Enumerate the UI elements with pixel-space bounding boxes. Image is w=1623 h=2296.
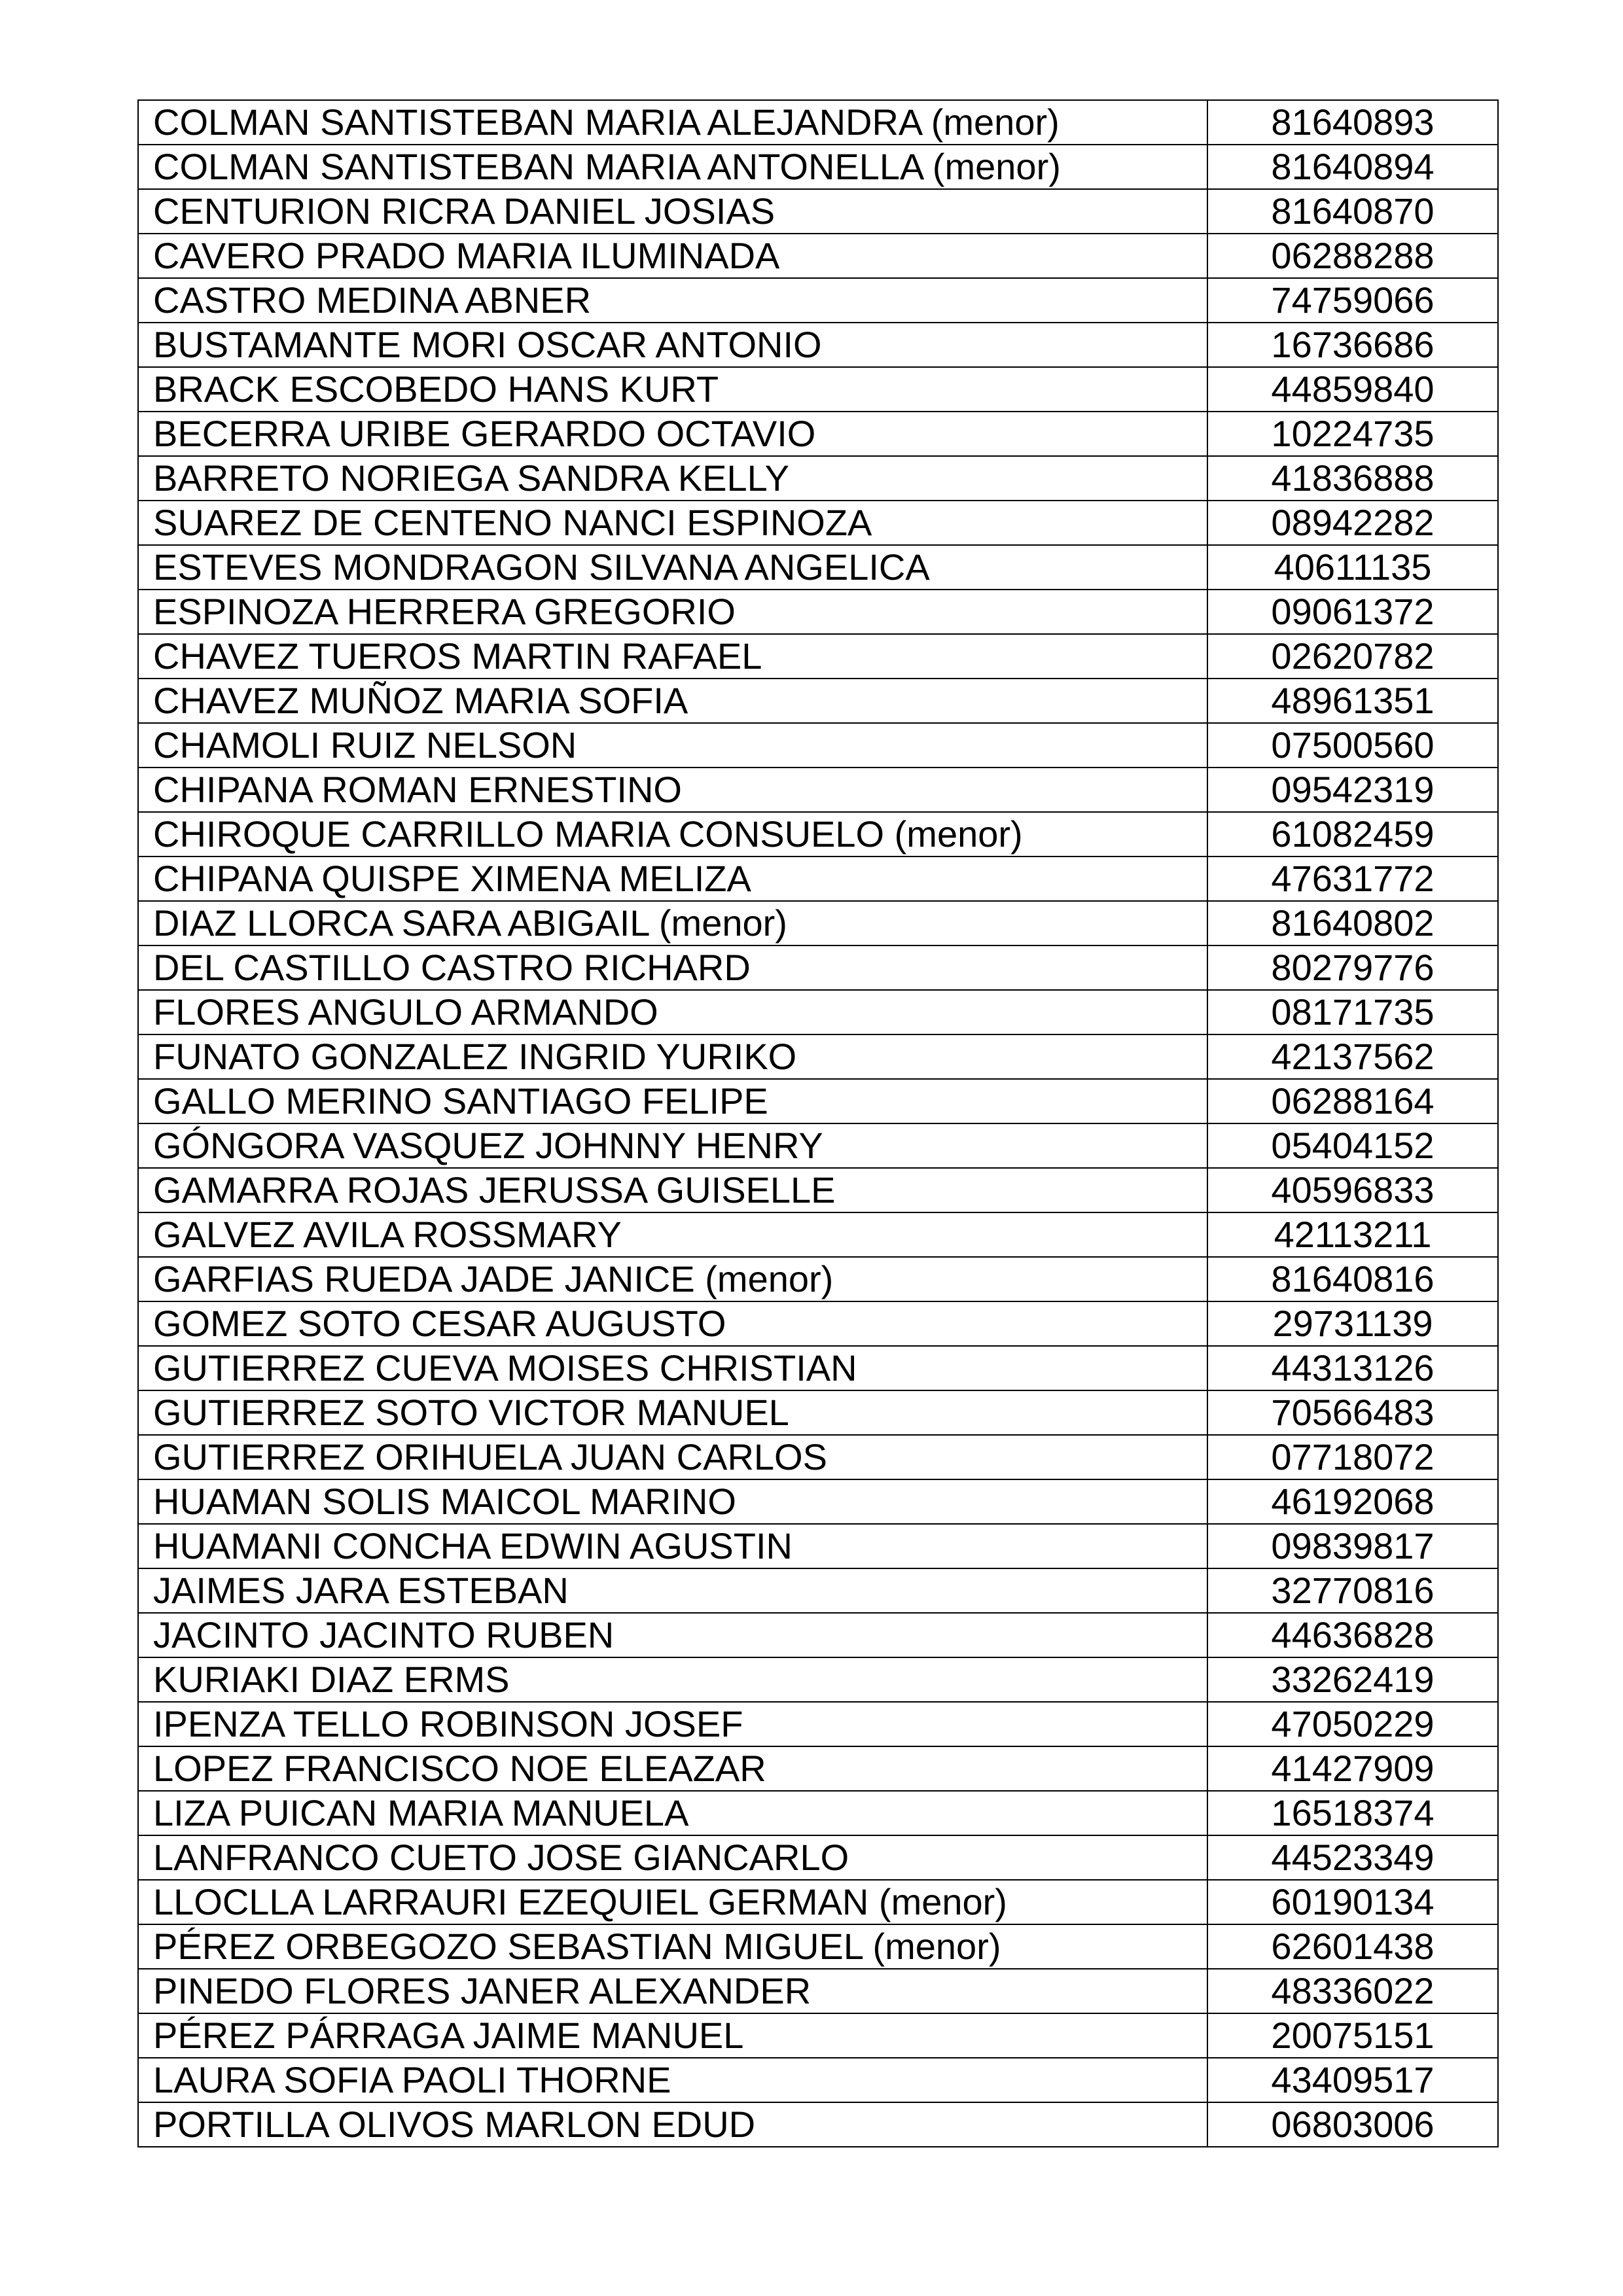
table-row: [138, 412, 1498, 456]
name-cell: HUAMANI CONCHA EDWIN AGUSTIN: [138, 1524, 1207, 1568]
id-cell: 47050229: [1207, 1702, 1498, 1746]
table-row: [138, 1257, 1498, 1301]
table-row: [138, 1346, 1498, 1390]
id-cell: 81640894: [1207, 145, 1498, 189]
id-cell: 48961351: [1207, 679, 1498, 723]
name-cell: COLMAN SANTISTEBAN MARIA ANTONELLA (menor): [138, 145, 1207, 189]
name-cell: CHAVEZ TUEROS MARTIN RAFAEL: [138, 634, 1207, 679]
name-cell: GALLO MERINO SANTIAGO FELIPE: [138, 1079, 1207, 1123]
table-row: [138, 590, 1498, 634]
table-row: [138, 1034, 1498, 1079]
id-cell: 47631772: [1207, 857, 1498, 901]
name-cell: CHIPANA QUISPE XIMENA MELIZA: [138, 857, 1207, 901]
name-cell: JACINTO JACINTO RUBEN: [138, 1613, 1207, 1657]
id-cell: 44636828: [1207, 1613, 1498, 1657]
table-row: [138, 1479, 1498, 1524]
table-row: [138, 367, 1498, 412]
id-cell: 08942282: [1207, 501, 1498, 545]
table-row: [138, 278, 1498, 323]
name-cell: GÓNGORA VASQUEZ JOHNNY HENRY: [138, 1123, 1207, 1168]
name-cell: GUTIERREZ CUEVA MOISES CHRISTIAN: [138, 1346, 1207, 1390]
table-row: [138, 679, 1498, 723]
name-cell: BUSTAMANTE MORI OSCAR ANTONIO: [138, 323, 1207, 367]
id-cell: 29731139: [1207, 1301, 1498, 1346]
table-row: [138, 1390, 1498, 1435]
id-cell: 06288164: [1207, 1079, 1498, 1123]
id-cell: 42113211: [1207, 1212, 1498, 1257]
id-cell: 33262419: [1207, 1657, 1498, 1702]
table-row: [138, 990, 1498, 1034]
table-row: [138, 2102, 1498, 2147]
id-cell: 20075151: [1207, 2013, 1498, 2058]
name-cell: CHAMOLI RUIZ NELSON: [138, 723, 1207, 768]
id-cell: 07718072: [1207, 1435, 1498, 1479]
name-cell: PÉREZ PÁRRAGA JAIME MANUEL: [138, 2013, 1207, 2058]
name-cell: BRACK ESCOBEDO HANS KURT: [138, 367, 1207, 412]
table-row: [138, 945, 1498, 990]
name-cell: PÉREZ ORBEGOZO SEBASTIAN MIGUEL (menor): [138, 1924, 1207, 1969]
id-cell: 60190134: [1207, 1880, 1498, 1924]
name-cell: ESPINOZA HERRERA GREGORIO: [138, 590, 1207, 634]
id-cell: 40611135: [1207, 545, 1498, 590]
name-cell: DIAZ LLORCA SARA ABIGAIL (menor): [138, 901, 1207, 945]
table-row: [138, 189, 1498, 234]
id-cell: 40596833: [1207, 1168, 1498, 1212]
id-cell: 61082459: [1207, 812, 1498, 857]
table-row: [138, 1969, 1498, 2013]
id-cell: 16736686: [1207, 323, 1498, 367]
table-row: [138, 501, 1498, 545]
id-cell: 02620782: [1207, 634, 1498, 679]
id-cell: 09542319: [1207, 768, 1498, 812]
names-table-body: [138, 100, 1498, 2147]
name-cell: GALVEZ AVILA ROSSMARY: [138, 1212, 1207, 1257]
table-row: [138, 768, 1498, 812]
id-cell: 44313126: [1207, 1346, 1498, 1390]
id-cell: 70566483: [1207, 1390, 1498, 1435]
name-cell: JAIMES JARA ESTEBAN: [138, 1568, 1207, 1613]
table-row: [138, 1924, 1498, 1969]
name-cell: LAURA SOFIA PAOLI THORNE: [138, 2058, 1207, 2102]
id-cell: 46192068: [1207, 1479, 1498, 1524]
id-cell: 06288288: [1207, 234, 1498, 278]
id-cell: 08171735: [1207, 990, 1498, 1034]
name-cell: LANFRANCO CUETO JOSE GIANCARLO: [138, 1835, 1207, 1880]
table-row: [138, 1880, 1498, 1924]
table-row: [138, 1435, 1498, 1479]
name-cell: KURIAKI DIAZ ERMS: [138, 1657, 1207, 1702]
table-row: [138, 901, 1498, 945]
name-cell: BECERRA URIBE GERARDO OCTAVIO: [138, 412, 1207, 456]
table-row: [138, 545, 1498, 590]
names-table: [137, 99, 1499, 2147]
id-cell: 16518374: [1207, 1791, 1498, 1835]
table-row: [138, 857, 1498, 901]
name-cell: IPENZA TELLO ROBINSON JOSEF: [138, 1702, 1207, 1746]
name-cell: GUTIERREZ SOTO VICTOR MANUEL: [138, 1390, 1207, 1435]
table-row: [138, 1791, 1498, 1835]
table-row: [138, 812, 1498, 857]
name-cell: CHIPANA ROMAN ERNESTINO: [138, 768, 1207, 812]
name-cell: GOMEZ SOTO CESAR AUGUSTO: [138, 1301, 1207, 1346]
name-cell: LOPEZ FRANCISCO NOE ELEAZAR: [138, 1746, 1207, 1791]
table-row: [138, 1746, 1498, 1791]
name-cell: COLMAN SANTISTEBAN MARIA ALEJANDRA (menor): [138, 100, 1207, 145]
name-cell: CHAVEZ MUÑOZ MARIA SOFIA: [138, 679, 1207, 723]
name-cell: FLORES ANGULO ARMANDO: [138, 990, 1207, 1034]
id-cell: 74759066: [1207, 278, 1498, 323]
id-cell: 10224735: [1207, 412, 1498, 456]
table-row: [138, 1568, 1498, 1613]
id-cell: 81640870: [1207, 189, 1498, 234]
table-row: [138, 723, 1498, 768]
table-row: [138, 456, 1498, 501]
id-cell: 09839817: [1207, 1524, 1498, 1568]
id-cell: 09061372: [1207, 590, 1498, 634]
table-row: [138, 2013, 1498, 2058]
id-cell: 44523349: [1207, 1835, 1498, 1880]
name-cell: CHIROQUE CARRILLO MARIA CONSUELO (menor): [138, 812, 1207, 857]
name-cell: CAVERO PRADO MARIA ILUMINADA: [138, 234, 1207, 278]
id-cell: 41836888: [1207, 456, 1498, 501]
id-cell: 81640893: [1207, 100, 1498, 145]
id-cell: 81640802: [1207, 901, 1498, 945]
id-cell: 07500560: [1207, 723, 1498, 768]
table-row: [138, 234, 1498, 278]
table-row: [138, 1657, 1498, 1702]
name-cell: LLOCLLA LARRAURI EZEQUIEL GERMAN (menor): [138, 1880, 1207, 1924]
table-row: [138, 1079, 1498, 1123]
id-cell: 44859840: [1207, 367, 1498, 412]
name-cell: HUAMAN SOLIS MAICOL MARINO: [138, 1479, 1207, 1524]
id-cell: 81640816: [1207, 1257, 1498, 1301]
id-cell: 41427909: [1207, 1746, 1498, 1791]
name-cell: PORTILLA OLIVOS MARLON EDUD: [138, 2102, 1207, 2147]
name-cell: CENTURION RICRA DANIEL JOSIAS: [138, 189, 1207, 234]
name-cell: PINEDO FLORES JANER ALEXANDER: [138, 1969, 1207, 2013]
table-row: [138, 323, 1498, 367]
table-row: [138, 1301, 1498, 1346]
id-cell: 43409517: [1207, 2058, 1498, 2102]
id-cell: 62601438: [1207, 1924, 1498, 1969]
table-row: [138, 1613, 1498, 1657]
id-cell: 05404152: [1207, 1123, 1498, 1168]
id-cell: 32770816: [1207, 1568, 1498, 1613]
name-cell: SUAREZ DE CENTENO NANCI ESPINOZA: [138, 501, 1207, 545]
table-row: [138, 145, 1498, 189]
id-cell: 06803006: [1207, 2102, 1498, 2147]
table-row: [138, 1524, 1498, 1568]
name-cell: GUTIERREZ ORIHUELA JUAN CARLOS: [138, 1435, 1207, 1479]
name-cell: FUNATO GONZALEZ INGRID YURIKO: [138, 1034, 1207, 1079]
table-row: [138, 1123, 1498, 1168]
table-row: [138, 634, 1498, 679]
name-cell: GARFIAS RUEDA JADE JANICE (menor): [138, 1257, 1207, 1301]
name-cell: GAMARRA ROJAS JERUSSA GUISELLE: [138, 1168, 1207, 1212]
name-cell: CASTRO MEDINA ABNER: [138, 278, 1207, 323]
table-row: [138, 1835, 1498, 1880]
table-row: [138, 100, 1498, 145]
id-cell: 48336022: [1207, 1969, 1498, 2013]
table-row: [138, 1168, 1498, 1212]
table-row: [138, 2058, 1498, 2102]
name-cell: LIZA PUICAN MARIA MANUELA: [138, 1791, 1207, 1835]
name-cell: DEL CASTILLO CASTRO RICHARD: [138, 945, 1207, 990]
id-cell: 80279776: [1207, 945, 1498, 990]
name-cell: ESTEVES MONDRAGON SILVANA ANGELICA: [138, 545, 1207, 590]
name-cell: BARRETO NORIEGA SANDRA KELLY: [138, 456, 1207, 501]
table-row: [138, 1702, 1498, 1746]
id-cell: 42137562: [1207, 1034, 1498, 1079]
table-row: [138, 1212, 1498, 1257]
